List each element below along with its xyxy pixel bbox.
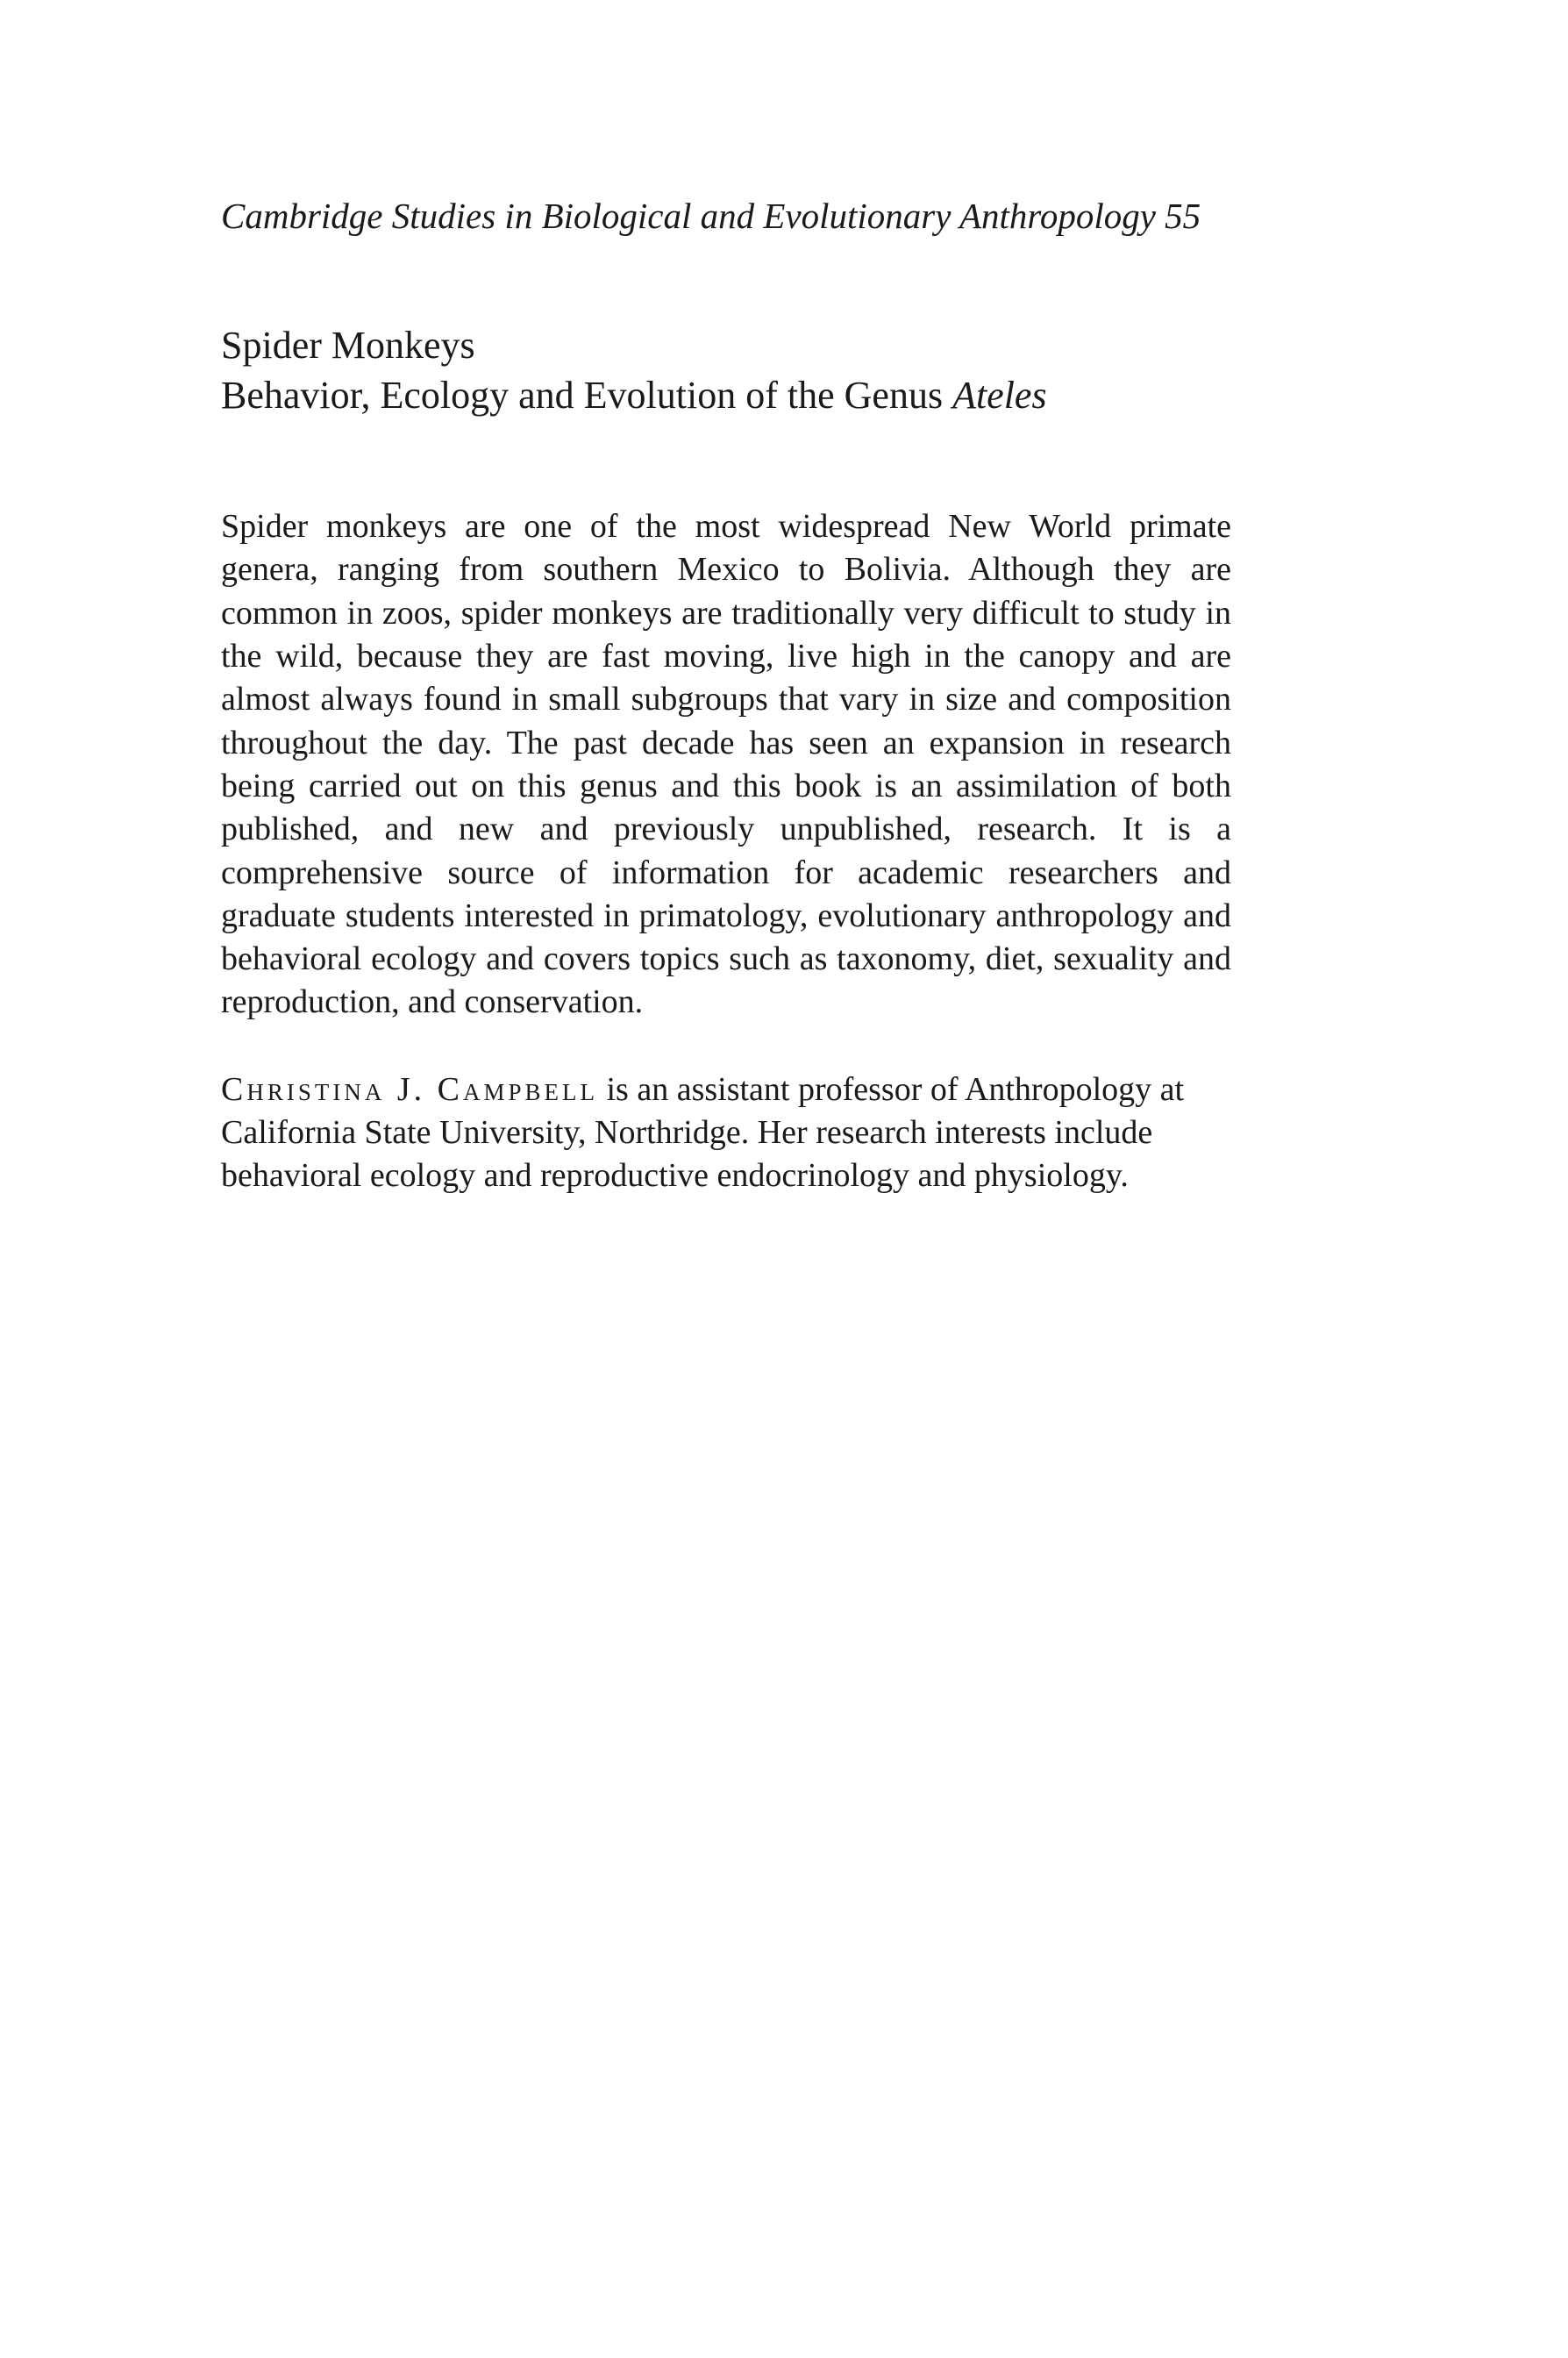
book-title-block bbox=[221, 320, 1231, 420]
book-subtitle-text: Behavior, Ecology and Evolution of the Genus bbox=[221, 374, 953, 418]
author-bio-text: is an assistant professor of Anthropology at California State University, Northridge. Her research interests include behavioral ecology and reproductive endocrinology and physiology. bbox=[221, 1070, 1185, 1195]
series-title: Cambridge Studies in Biological and Evolutionary Anthropology 55 bbox=[221, 196, 1201, 236]
author-name: Christina J. Campbell bbox=[221, 1070, 598, 1108]
book-title: Spider Monkeys bbox=[221, 324, 475, 368]
book-subtitle-genus: Ateles bbox=[952, 374, 1047, 418]
author-bio bbox=[221, 1068, 1231, 1198]
book-description: Spider monkeys are one of the most widespread New World primate genera, ranging from southern Mexico to Bolivia. Although they are common in zoos, spider monkeys are traditionally very difficult to study in the wild, because they are fast moving, live high in the canopy and are almost always found in small subgroups that vary in size and composition throughout the day. The past decade has seen an expansion in research being carried out on this genus and this book is an assimilation of both published, and new and previously unpublished, research. It is a comprehensive source of information for academic researchers and graduate students interested in primatology, evolutionary anthropology and behavioral ecology and covers topics such as taxonomy, diet, sexuality and reproduction, and conservation. bbox=[221, 508, 1231, 1021]
book-subtitle bbox=[221, 370, 1231, 420]
page-content bbox=[221, 195, 1231, 1232]
